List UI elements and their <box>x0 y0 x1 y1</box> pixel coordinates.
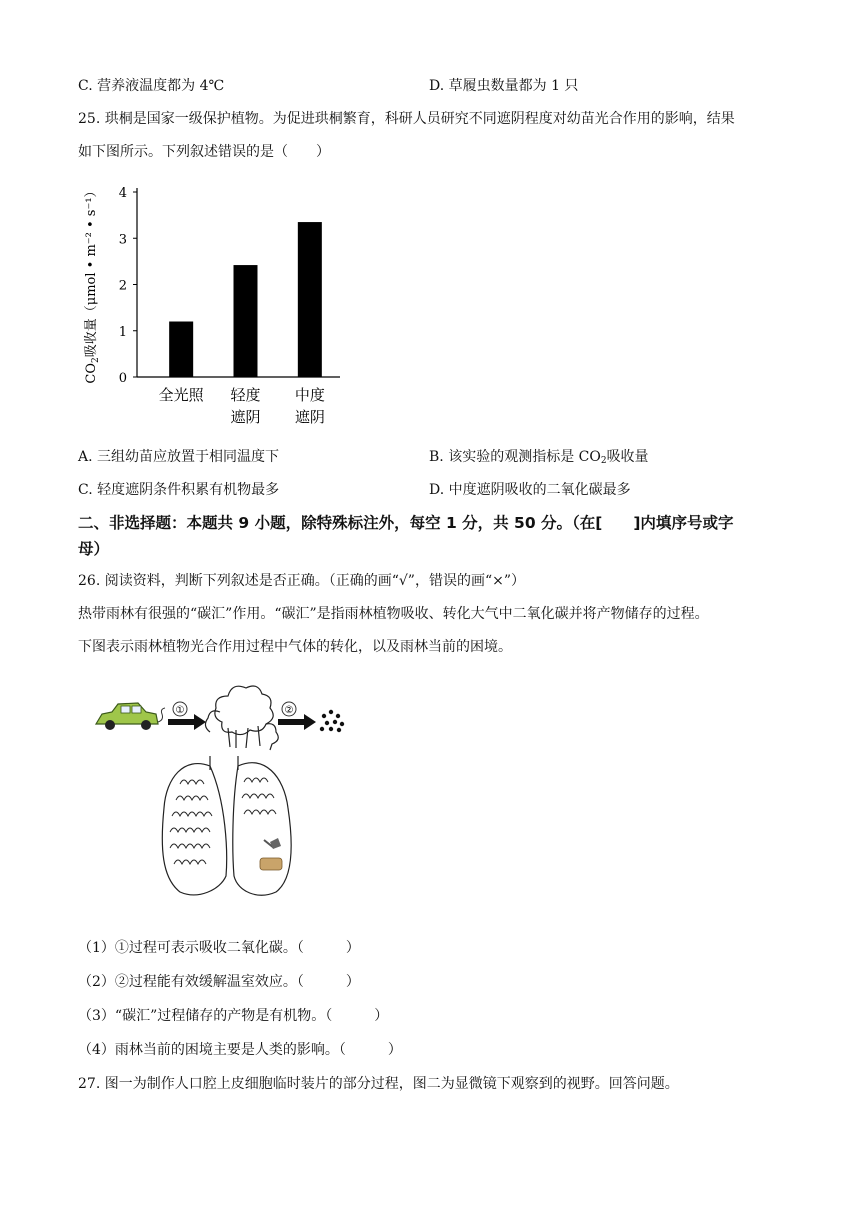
trees-icon <box>205 686 278 750</box>
bar-1 <box>169 322 193 378</box>
q27-stem: 27. 图一为制作人口腔上皮细胞临时装片的部分过程，图二为显微镜下观察到的视野。回答问题。 <box>78 1076 679 1092</box>
y-tick-label: 2 <box>118 278 127 294</box>
arrow-1-icon <box>168 714 206 730</box>
x-tick-label: 遮阴 <box>230 408 261 426</box>
q25-option-b-subscript: 2 <box>600 456 607 466</box>
gas-molecules-icon <box>320 710 344 732</box>
forest-lungs-icon <box>162 756 291 895</box>
q25-stem-line2: 如下图所示。下列叙述错误的是（ ） <box>78 144 330 160</box>
bar-3 <box>298 222 322 377</box>
q25-option-b <box>429 446 649 466</box>
rainforest-carbon-figure <box>88 672 378 904</box>
x-tick-label: 中度 <box>294 386 325 404</box>
y-tick-label: 1 <box>118 324 127 340</box>
co2-absorption-bar-chart <box>78 168 348 433</box>
x-tick-label: 轻度 <box>230 386 261 404</box>
y-axis-label: $CO_2$吸收量（μmol • m⁻² • s⁻¹） <box>84 184 101 384</box>
y-tick-label: 3 <box>118 232 127 248</box>
q26-item-1: （1）①过程可表示吸收二氧化碳。（ ） <box>78 940 360 956</box>
q24-option-c: C. 营养液温度都为 4℃ <box>78 78 225 94</box>
q25-options-row-2 <box>78 479 798 499</box>
q26-para1: 热带雨林有很强的“碳汇”作用。“碳汇”是指雨林植物吸收、转化大气中二氧化碳并将产物储存的过程。 <box>78 606 709 622</box>
q25-options-row-1 <box>78 446 798 466</box>
section2-heading-line1: 二、非选择题：本题共 9 小题，除特殊标注外，每空 1 分，共 50 分。（在[ ]内填序号或字 <box>78 514 734 532</box>
q25-option-d: D. 中度遮阴吸收的二氧化碳最多 <box>429 482 631 498</box>
q25-stem-line1: 25. 珙桐是国家一级保护植物。为促进珙桐繁育，科研人员研究不同遮阴程度对幼苗光合作用的影响，结果 <box>78 111 735 127</box>
q24-options-row <box>78 75 798 95</box>
q26-stem: 26. 阅读资料，判断下列叙述是否正确。（正确的画“√”，错误的画“×”） <box>78 573 525 589</box>
bar-2 <box>234 265 258 377</box>
x-tick-label: 遮阴 <box>294 408 325 426</box>
q25-option-b-text: B. 该实验的观测指标是 CO <box>429 449 601 465</box>
x-tick-label: 全光照 <box>158 386 204 404</box>
process-2-mark: ② <box>284 705 294 716</box>
y-tick-label: 4 <box>118 186 127 201</box>
q26-para2: 下图表示雨林植物光合作用过程中气体的转化，以及雨林当前的困境。 <box>78 639 512 655</box>
q24-option-d: D. 草履虫数量都为 1 只 <box>429 78 579 94</box>
section2-heading-line2: 母） <box>78 540 110 558</box>
y-tick-label: 0 <box>118 371 127 386</box>
q25-option-b-tail: 吸收量 <box>606 449 649 465</box>
q26-item-4: （4）雨林当前的困境主要是人类的影响。（ ） <box>78 1042 402 1058</box>
arrow-2-icon <box>278 714 316 730</box>
q25-option-a: A. 三组幼苗应放置于相同温度下 <box>78 449 280 465</box>
car-icon <box>96 703 165 730</box>
axe-stump-icon <box>260 838 282 870</box>
q26-item-2: （2）②过程能有效缓解温室效应。（ ） <box>78 974 360 990</box>
q25-option-c: C. 轻度遮阴条件积累有机物最多 <box>78 482 280 498</box>
q26-item-3: （3）“碳汇”过程储存的产物是有机物。（ ） <box>78 1008 389 1024</box>
process-1-mark: ① <box>175 705 185 716</box>
